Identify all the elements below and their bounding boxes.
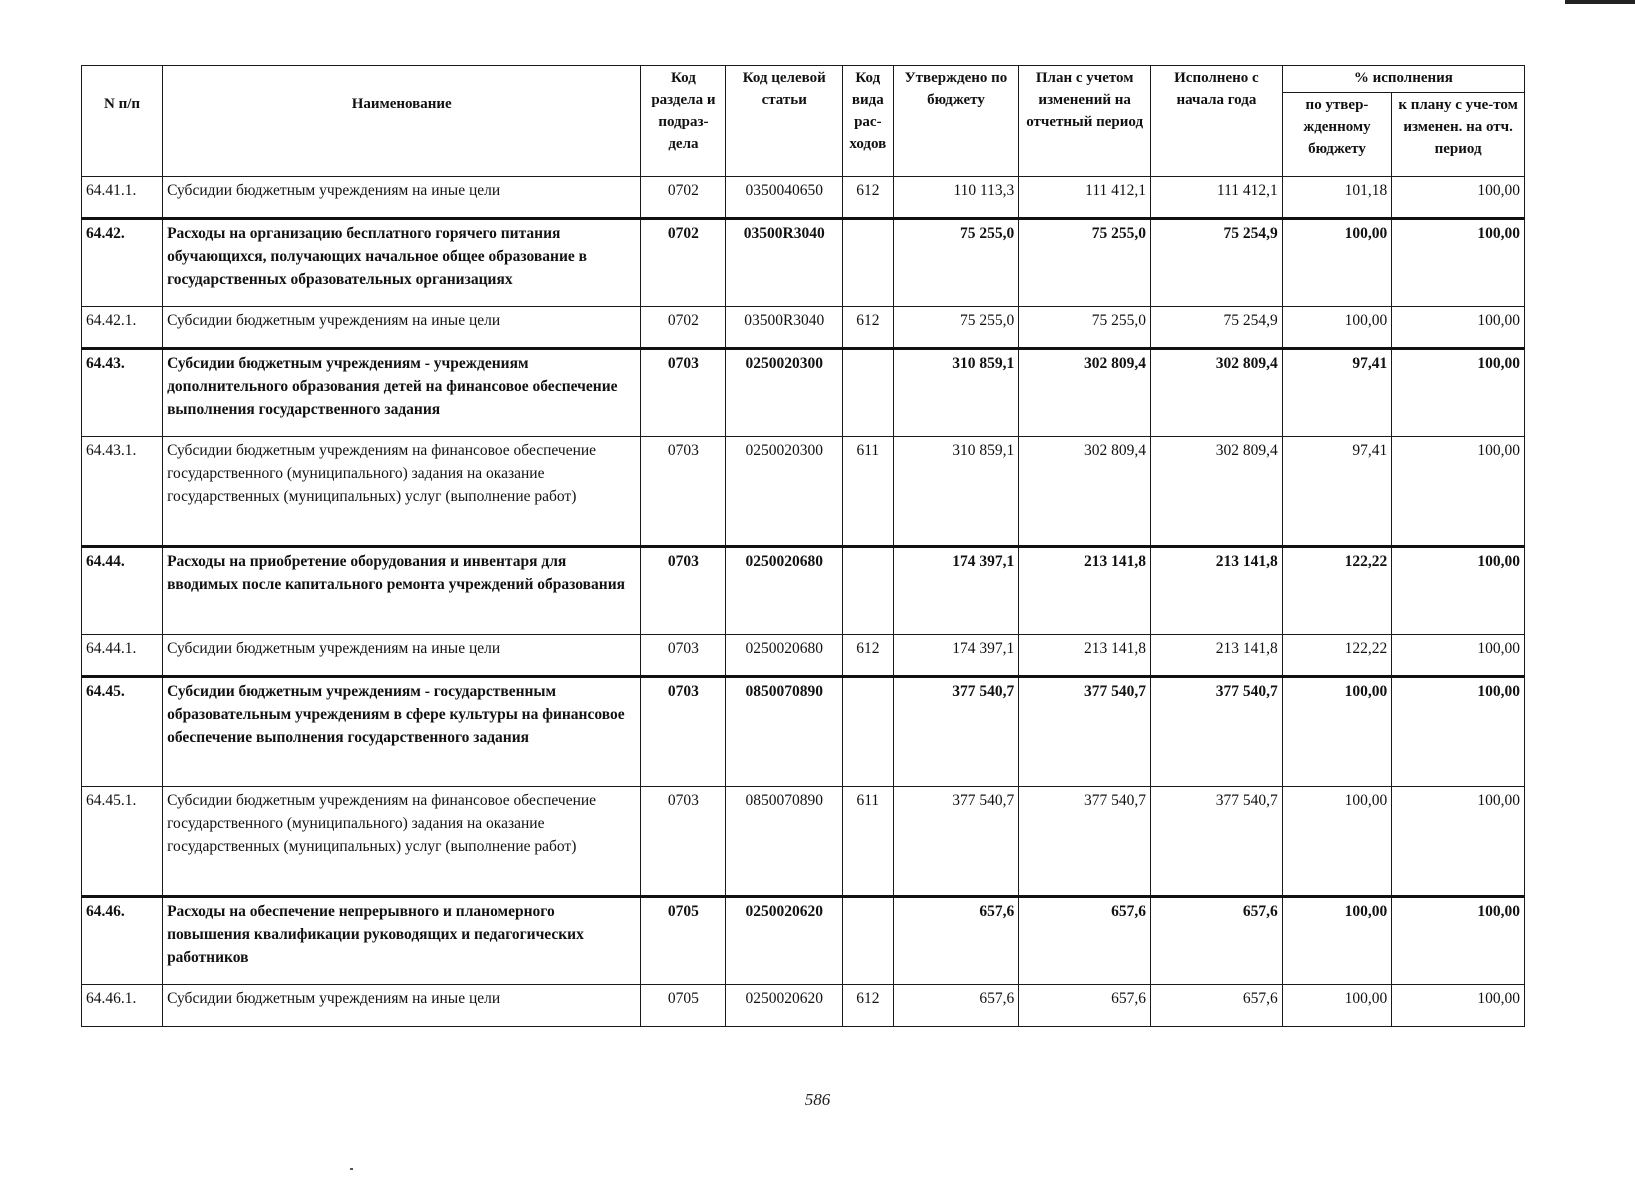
scan-speck [350, 1168, 353, 1170]
header-pct-budget: по утвер-жденному бюджету [1282, 93, 1391, 177]
budget-execution-table [81, 65, 1525, 1027]
row-expense-code [843, 897, 894, 985]
table-row [82, 349, 1525, 437]
row-approved: 110 113,3 [893, 177, 1019, 219]
row-executed: 302 809,4 [1151, 437, 1283, 547]
row-index: 64.46.1. [82, 985, 163, 1027]
row-pct-budget: 100,00 [1282, 985, 1391, 1027]
row-pct-budget: 100,00 [1282, 897, 1391, 985]
row-section-code: 0703 [641, 677, 726, 787]
row-pct-budget: 100,00 [1282, 219, 1391, 307]
row-pct-plan: 100,00 [1392, 787, 1525, 897]
row-index: 64.45. [82, 677, 163, 787]
row-pct-budget: 122,22 [1282, 547, 1391, 635]
table-body [82, 177, 1525, 1027]
row-pct-plan: 100,00 [1392, 437, 1525, 547]
row-executed: 657,6 [1151, 985, 1283, 1027]
row-section-code: 0703 [641, 547, 726, 635]
row-section-code: 0705 [641, 985, 726, 1027]
row-expense-code: 612 [843, 177, 894, 219]
row-plan: 657,6 [1019, 985, 1151, 1027]
row-pct-plan: 100,00 [1392, 985, 1525, 1027]
table-row [82, 787, 1525, 897]
row-pct-budget: 100,00 [1282, 677, 1391, 787]
table-header [82, 66, 1525, 177]
row-pct-plan: 100,00 [1392, 177, 1525, 219]
row-pct-plan: 100,00 [1392, 635, 1525, 677]
row-expense-code: 611 [843, 437, 894, 547]
row-section-code: 0703 [641, 787, 726, 897]
row-target-code: 03500R3040 [726, 307, 843, 349]
row-expense-code [843, 677, 894, 787]
row-pct-budget: 122,22 [1282, 635, 1391, 677]
header-approved: Утверждено по бюджету [893, 66, 1019, 177]
table-row [82, 677, 1525, 787]
row-approved: 657,6 [893, 897, 1019, 985]
row-name: Расходы на обеспечение непрерывного и планомерного повышения квалификации руководящих и педагогических работников [163, 897, 641, 985]
row-index: 64.45.1. [82, 787, 163, 897]
row-approved: 174 397,1 [893, 547, 1019, 635]
row-name: Субсидии бюджетным учреждениям на иные цели [163, 307, 641, 349]
header-target-code: Код целевой статьи [726, 66, 843, 177]
header-name: Наименование [163, 66, 641, 177]
row-index: 64.42. [82, 219, 163, 307]
header-plan: План с учетом изменений на отчетный период [1019, 66, 1151, 177]
row-target-code: 0850070890 [726, 677, 843, 787]
row-name: Субсидии бюджетным учреждениям на финансовое обеспечение государственного (муниципального) задания на оказание государственных (муниципальных) услуг (выполнение работ) [163, 437, 641, 547]
row-pct-plan: 100,00 [1392, 349, 1525, 437]
row-name: Субсидии бюджетным учреждениям на иные цели [163, 177, 641, 219]
row-approved: 310 859,1 [893, 349, 1019, 437]
row-executed: 213 141,8 [1151, 547, 1283, 635]
row-expense-code: 612 [843, 307, 894, 349]
row-target-code: 0250020620 [726, 897, 843, 985]
row-name: Расходы на приобретение оборудования и инвентаря для вводимых после капитального ремонта учреждений образования [163, 547, 641, 635]
row-pct-budget: 100,00 [1282, 307, 1391, 349]
row-approved: 174 397,1 [893, 635, 1019, 677]
row-target-code: 0250020300 [726, 437, 843, 547]
row-index: 64.42.1. [82, 307, 163, 349]
row-executed: 302 809,4 [1151, 349, 1283, 437]
row-section-code: 0703 [641, 349, 726, 437]
header-pct-group: % исполнения [1282, 66, 1524, 93]
row-plan: 75 255,0 [1019, 307, 1151, 349]
row-executed: 657,6 [1151, 897, 1283, 985]
row-executed: 111 412,1 [1151, 177, 1283, 219]
row-executed: 213 141,8 [1151, 635, 1283, 677]
row-plan: 302 809,4 [1019, 349, 1151, 437]
row-approved: 377 540,7 [893, 677, 1019, 787]
table-row [82, 437, 1525, 547]
header-expense-code: Код вида рас-ходов [843, 66, 894, 177]
row-section-code: 0703 [641, 437, 726, 547]
row-approved: 310 859,1 [893, 437, 1019, 547]
row-approved: 657,6 [893, 985, 1019, 1027]
row-name: Субсидии бюджетным учреждениям на финансовое обеспечение государственного (муниципального) задания на оказание государственных (муниципальных) услуг (выполнение работ) [163, 787, 641, 897]
row-pct-plan: 100,00 [1392, 547, 1525, 635]
row-pct-plan: 100,00 [1392, 307, 1525, 349]
row-executed: 377 540,7 [1151, 787, 1283, 897]
row-pct-budget: 101,18 [1282, 177, 1391, 219]
row-section-code: 0702 [641, 219, 726, 307]
row-section-code: 0702 [641, 307, 726, 349]
row-target-code: 0250020680 [726, 635, 843, 677]
row-plan: 657,6 [1019, 897, 1151, 985]
row-index: 64.44. [82, 547, 163, 635]
row-target-code: 0350040650 [726, 177, 843, 219]
table-row [82, 547, 1525, 635]
row-approved: 75 255,0 [893, 219, 1019, 307]
row-executed: 377 540,7 [1151, 677, 1283, 787]
row-pct-plan: 100,00 [1392, 219, 1525, 307]
row-name: Субсидии бюджетным учреждениям на иные цели [163, 635, 641, 677]
row-expense-code [843, 547, 894, 635]
row-expense-code: 611 [843, 787, 894, 897]
header-section-code: Код раздела и подраз-дела [641, 66, 726, 177]
row-name: Субсидии бюджетным учреждениям на иные цели [163, 985, 641, 1027]
table-row [82, 307, 1525, 349]
row-expense-code [843, 349, 894, 437]
row-approved: 377 540,7 [893, 787, 1019, 897]
row-index: 64.43.1. [82, 437, 163, 547]
row-pct-budget: 97,41 [1282, 437, 1391, 547]
row-target-code: 0250020620 [726, 985, 843, 1027]
row-name: Субсидии бюджетным учреждениям - учреждениям дополнительного образования детей на финансовое обеспечение выполнения государственного задания [163, 349, 641, 437]
row-pct-budget: 97,41 [1282, 349, 1391, 437]
row-target-code: 0850070890 [726, 787, 843, 897]
page-number: 586 [804, 1090, 831, 1109]
row-section-code: 0702 [641, 177, 726, 219]
header-index: N п/п [82, 66, 163, 177]
row-section-code: 0705 [641, 897, 726, 985]
row-expense-code [843, 219, 894, 307]
row-plan: 377 540,7 [1019, 677, 1151, 787]
scan-edge-mark [1565, 0, 1635, 4]
header-executed: Исполнено с начала года [1151, 66, 1283, 177]
table-row [82, 177, 1525, 219]
budget-table-container [81, 65, 1525, 1027]
row-target-code: 0250020300 [726, 349, 843, 437]
row-plan: 75 255,0 [1019, 219, 1151, 307]
table-row [82, 635, 1525, 677]
row-index: 64.46. [82, 897, 163, 985]
row-pct-plan: 100,00 [1392, 897, 1525, 985]
row-target-code: 03500R3040 [726, 219, 843, 307]
row-target-code: 0250020680 [726, 547, 843, 635]
row-section-code: 0703 [641, 635, 726, 677]
row-expense-code: 612 [843, 985, 894, 1027]
row-index: 64.41.1. [82, 177, 163, 219]
table-row [82, 219, 1525, 307]
header-pct-plan: к плану с уче-том изменен. на отч. период [1392, 93, 1525, 177]
row-index: 64.44.1. [82, 635, 163, 677]
row-name: Субсидии бюджетным учреждениям - государственным образовательным учреждениям в сфере культуры на финансовое обеспечение выполнения государственного задания [163, 677, 641, 787]
row-pct-budget: 100,00 [1282, 787, 1391, 897]
row-plan: 302 809,4 [1019, 437, 1151, 547]
row-plan: 111 412,1 [1019, 177, 1151, 219]
row-plan: 377 540,7 [1019, 787, 1151, 897]
row-plan: 213 141,8 [1019, 635, 1151, 677]
row-name: Расходы на организацию бесплатного горячего питания обучающихся, получающих начальное общее образование в государственных образовательных организациях [163, 219, 641, 307]
row-approved: 75 255,0 [893, 307, 1019, 349]
table-row [82, 897, 1525, 985]
row-executed: 75 254,9 [1151, 219, 1283, 307]
row-plan: 213 141,8 [1019, 547, 1151, 635]
row-executed: 75 254,9 [1151, 307, 1283, 349]
row-index: 64.43. [82, 349, 163, 437]
table-row [82, 985, 1525, 1027]
row-pct-plan: 100,00 [1392, 677, 1525, 787]
row-expense-code: 612 [843, 635, 894, 677]
